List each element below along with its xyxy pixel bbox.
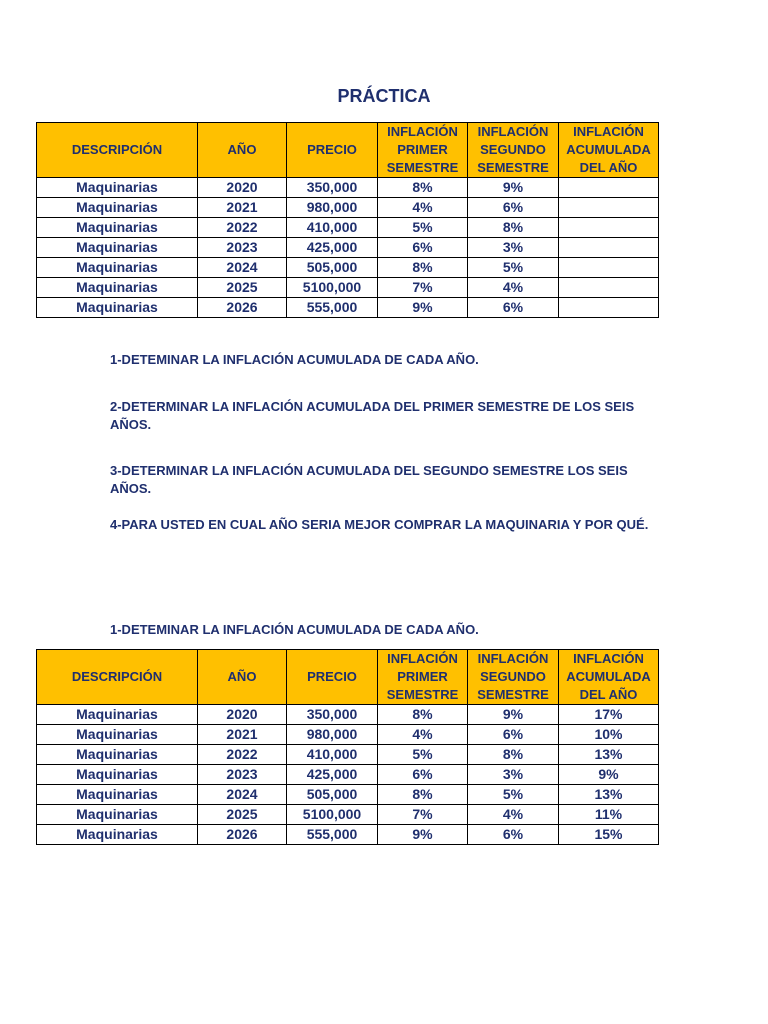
cell-descripcion: Maquinarias xyxy=(37,198,198,218)
cell-descripcion: Maquinarias xyxy=(37,725,198,745)
cell-inflacion-primer: 8% xyxy=(378,705,468,725)
cell-inflacion-segundo: 6% xyxy=(468,725,559,745)
cell-descripcion: Maquinarias xyxy=(37,745,198,765)
cell-precio: 425,000 xyxy=(287,765,378,785)
cell-inflacion-primer: 7% xyxy=(378,278,468,298)
cell-anio: 2022 xyxy=(198,745,287,765)
cell-inflacion-acumulada: 10% xyxy=(559,725,659,745)
cell-descripcion: Maquinarias xyxy=(37,278,198,298)
table-header-row xyxy=(37,650,659,705)
cell-anio: 2025 xyxy=(198,805,287,825)
cell-inflacion-acumulada xyxy=(559,178,659,198)
cell-inflacion-segundo: 6% xyxy=(468,825,559,845)
cell-precio: 505,000 xyxy=(287,258,378,278)
cell-inflacion-segundo: 6% xyxy=(468,298,559,318)
table-row xyxy=(37,198,659,218)
cell-anio: 2022 xyxy=(198,218,287,238)
cell-inflacion-segundo: 8% xyxy=(468,218,559,238)
cell-inflacion-segundo: 6% xyxy=(468,198,559,218)
cell-descripcion: Maquinarias xyxy=(37,258,198,278)
question-4: 4-PARA USTED EN CUAL AÑO SERIA MEJOR COMPRAR LA MAQUINARIA Y POR QUÉ. xyxy=(110,517,649,532)
table-row xyxy=(37,725,659,745)
cell-inflacion-segundo: 3% xyxy=(468,238,559,258)
question-2: 2-DETERMINAR LA INFLACIÓN ACUMULADA DEL PRIMER SEMESTRE DE LOS SEIS AÑOS. xyxy=(110,399,635,432)
question-3: 3-DETERMINAR LA INFLACIÓN ACUMULADA DEL SEGUNDO SEMESTRE LOS SEIS AÑOS. xyxy=(110,463,628,496)
cell-inflacion-segundo: 9% xyxy=(468,178,559,198)
cell-descripcion: Maquinarias xyxy=(37,765,198,785)
table-row xyxy=(37,805,659,825)
cell-descripcion: Maquinarias xyxy=(37,238,198,258)
cell-inflacion-primer: 4% xyxy=(378,725,468,745)
header-descripcion: DESCRIPCIÓN xyxy=(37,123,198,178)
cell-inflacion-segundo: 5% xyxy=(468,785,559,805)
header-anio: AÑO xyxy=(198,650,287,705)
cell-inflacion-acumulada xyxy=(559,278,659,298)
cell-inflacion-primer: 4% xyxy=(378,198,468,218)
table-row xyxy=(37,298,659,318)
cell-inflacion-segundo: 8% xyxy=(468,745,559,765)
cell-inflacion-segundo: 3% xyxy=(468,765,559,785)
header-descripcion: DESCRIPCIÓN xyxy=(37,650,198,705)
cell-inflacion-acumulada: 13% xyxy=(559,785,659,805)
cell-anio: 2024 xyxy=(198,785,287,805)
cell-inflacion-segundo: 4% xyxy=(468,805,559,825)
cell-inflacion-primer: 8% xyxy=(378,178,468,198)
cell-inflacion-acumulada xyxy=(559,198,659,218)
cell-precio: 425,000 xyxy=(287,238,378,258)
cell-inflacion-primer: 7% xyxy=(378,805,468,825)
cell-anio: 2026 xyxy=(198,825,287,845)
cell-descripcion: Maquinarias xyxy=(37,178,198,198)
cell-anio: 2024 xyxy=(198,258,287,278)
cell-inflacion-acumulada: 17% xyxy=(559,705,659,725)
cell-precio: 505,000 xyxy=(287,785,378,805)
cell-inflacion-acumulada xyxy=(559,258,659,278)
table-row xyxy=(37,785,659,805)
header-inflacion-segundo: INFLACIÓN SEGUNDO SEMESTRE xyxy=(468,650,559,705)
cell-descripcion: Maquinarias xyxy=(37,705,198,725)
cell-anio: 2020 xyxy=(198,705,287,725)
cell-precio: 980,000 xyxy=(287,725,378,745)
header-precio: PRECIO xyxy=(287,123,378,178)
header-inflacion-segundo: INFLACIÓN SEGUNDO SEMESTRE xyxy=(468,123,559,178)
cell-anio: 2021 xyxy=(198,725,287,745)
cell-inflacion-acumulada: 11% xyxy=(559,805,659,825)
cell-anio: 2020 xyxy=(198,178,287,198)
cell-inflacion-primer: 8% xyxy=(378,258,468,278)
header-anio: AÑO xyxy=(198,123,287,178)
answer-heading: 1-DETEMINAR LA INFLACIÓN ACUMULADA DE CADA AÑO. xyxy=(110,622,479,637)
table-row xyxy=(37,745,659,765)
table-row xyxy=(37,278,659,298)
cell-inflacion-primer: 5% xyxy=(378,745,468,765)
cell-descripcion: Maquinarias xyxy=(37,785,198,805)
inflation-table-answered xyxy=(36,649,659,845)
table-row xyxy=(37,705,659,725)
cell-inflacion-segundo: 5% xyxy=(468,258,559,278)
table-row xyxy=(37,178,659,198)
cell-inflacion-segundo: 4% xyxy=(468,278,559,298)
cell-anio: 2025 xyxy=(198,278,287,298)
cell-precio: 980,000 xyxy=(287,198,378,218)
header-precio: PRECIO xyxy=(287,650,378,705)
table-row xyxy=(37,258,659,278)
cell-inflacion-primer: 5% xyxy=(378,218,468,238)
cell-inflacion-primer: 9% xyxy=(378,298,468,318)
cell-inflacion-primer: 9% xyxy=(378,825,468,845)
cell-inflacion-acumulada: 9% xyxy=(559,765,659,785)
cell-precio: 410,000 xyxy=(287,218,378,238)
table-body xyxy=(37,178,659,318)
cell-descripcion: Maquinarias xyxy=(37,825,198,845)
cell-precio: 5100,000 xyxy=(287,805,378,825)
table-body xyxy=(37,705,659,845)
cell-inflacion-acumulada xyxy=(559,298,659,318)
table-row xyxy=(37,238,659,258)
cell-inflacion-primer: 8% xyxy=(378,785,468,805)
cell-descripcion: Maquinarias xyxy=(37,805,198,825)
table-row xyxy=(37,765,659,785)
table-row xyxy=(37,825,659,845)
cell-precio: 410,000 xyxy=(287,745,378,765)
cell-precio: 5100,000 xyxy=(287,278,378,298)
header-inflacion-acumulada: INFLACIÓN ACUMULADA DEL AÑO xyxy=(559,650,659,705)
cell-precio: 350,000 xyxy=(287,178,378,198)
cell-precio: 555,000 xyxy=(287,825,378,845)
cell-inflacion-acumulada: 13% xyxy=(559,745,659,765)
cell-anio: 2021 xyxy=(198,198,287,218)
cell-anio: 2026 xyxy=(198,298,287,318)
cell-descripcion: Maquinarias xyxy=(37,298,198,318)
cell-anio: 2023 xyxy=(198,238,287,258)
cell-inflacion-acumulada: 15% xyxy=(559,825,659,845)
inflation-table-blank xyxy=(36,122,659,318)
header-inflacion-primer: INFLACIÓN PRIMER SEMESTRE xyxy=(378,650,468,705)
cell-inflacion-primer: 6% xyxy=(378,238,468,258)
cell-inflacion-acumulada xyxy=(559,218,659,238)
question-1: 1-DETEMINAR LA INFLACIÓN ACUMULADA DE CADA AÑO. xyxy=(110,352,479,367)
cell-inflacion-primer: 6% xyxy=(378,765,468,785)
page-title: PRÁCTICA xyxy=(337,86,431,106)
table-header-row xyxy=(37,123,659,178)
cell-descripcion: Maquinarias xyxy=(37,218,198,238)
cell-precio: 350,000 xyxy=(287,705,378,725)
cell-anio: 2023 xyxy=(198,765,287,785)
header-inflacion-primer: INFLACIÓN PRIMER SEMESTRE xyxy=(378,123,468,178)
header-inflacion-acumulada: INFLACIÓN ACUMULADA DEL AÑO xyxy=(559,123,659,178)
cell-inflacion-acumulada xyxy=(559,238,659,258)
cell-inflacion-segundo: 9% xyxy=(468,705,559,725)
table-row xyxy=(37,218,659,238)
cell-precio: 555,000 xyxy=(287,298,378,318)
